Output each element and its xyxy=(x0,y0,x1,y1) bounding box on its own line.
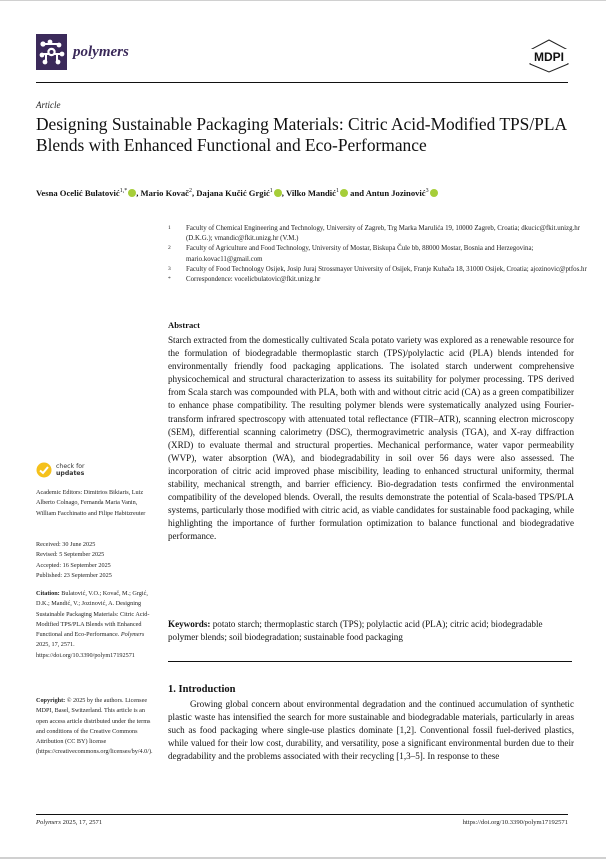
abstract-text: Starch extracted from the domestically cultivated Scala potato variety was explored as a renewable resource for the formulation of biodegradable thermoplastic starch (TPS)/polylactic acid (PLA) blends intended for environmentally friendly food packaging applications. The isolated starch underwent comprehensive physicochemical and structural characterization to assess its suitability for polymer processing. TPS derived from Scala starch was compounded with PLA, both with and without citric acid (CA) as a green compatibilizer to enhance phase compatibility. The resulting polymer blends were systematically analyzed using Fourier-transform infrared spectroscopy with attenuated total reflectance (FTIR–ATR), scanning electron microscopy (SEM), differential scanning calorimetry (DSC), thermogravimetric analysis (TGA), and X-ray diffraction (XRD) to evaluate thermal and structural properties. Mechanical performance, water vapor permeability (WVP), water absorption (WA), and biodegradability in soil over 56 days were also assessed. The incorporation of citric acid improved phase miscibility, leading to enhanced structural uniformity, thermal stability, mechanical strength, and barrier efficiency. Bio-degradation tests confirmed the environmental compatibility of the developed blends. Overall, the results demonstrate the potential of Scala-based TPS/PLA systems, particularly those modified with citric acid, as viable candidates for sustainable food packaging, while highlighting the importance of further formulation optimization to balance functional and biodegradative performance. xyxy=(168,335,574,542)
author-list: Vesna Ocelić Bulatović$^{1,*}$ , Mario Kovač$^2$, Dajana Kučić Grgić$^1$ , Vilko Mandić$^1$ and Antun Jozinović$^3$ xyxy=(36,188,596,198)
affiliation-item: 3 Faculty of Food Technology Osijek, Josip Juraj Strossmayer University of Osijek, Franje Kuhača 18, 31000 Osijek, Croatia; ajozinovic@ptfos.hr xyxy=(168,265,587,273)
keywords-rule xyxy=(168,661,572,662)
author-name[interactable]: Vilko Mandić xyxy=(285,188,336,198)
author-name[interactable]: Dajana Kučić Grgić xyxy=(196,188,270,198)
orcid-icon[interactable] xyxy=(430,189,438,197)
journal-logo xyxy=(36,34,129,70)
date-accepted: Accepted: 16 September 2025 xyxy=(36,561,111,569)
orcid-icon[interactable] xyxy=(274,189,282,197)
footer-rule xyxy=(36,814,568,815)
page-top-edge xyxy=(0,0,606,1)
polymers-molecule-logo-icon xyxy=(36,34,67,70)
correspondence: * Correspondence: vocelicbulatovic@fkit.unizg.hr xyxy=(168,276,321,284)
author-name[interactable]: Mario Kovač xyxy=(140,188,189,198)
introduction-text: Growing global concern about environmental degradation and the continued accumulation of synthetic plastic waste has intensified the search for more sustainable and biodegradable materials, particularly in areas such as food packaging where single-use plastics dominate [1,2]. Conventional fossil fuel-derived plastics, while valued for their low cost, durability, and versatility, pose a significant environmental burden due to their degradability and the problems associated with their recycling [1,3–5]. In response to these xyxy=(168,699,574,762)
journal-name: polymers xyxy=(73,43,129,60)
affiliation-item: 2 Faculty of Agriculture and Food Technology, University of Mostar, Biskupa Čule bb, 88000 Mostar, Bosnia and Herzegovina; mario.kovac11@gmail.com xyxy=(168,245,534,263)
publication-dates xyxy=(36,540,156,581)
check-updates-icon xyxy=(36,462,52,478)
keywords-text: potato starch; thermoplastic starch (TPS); polylactic acid (PLA); citric acid; biodegradable polymer blends; soil biodegradation; sustainable food packaging xyxy=(168,619,543,643)
date-received: Received: 30 June 2025 xyxy=(36,541,96,548)
affiliations xyxy=(168,224,588,285)
citation-doi-link[interactable]: 2025, 17, 2571. https://doi.org/10.3390/polym17192571 xyxy=(36,641,135,659)
copyright: Copyright: © 2025 by the authors. Licensee MDPI, Basel, Switzerland. This article is an open access article distributed under the terms and conditions of the Creative Commons Attribution (CC BY) license (https://creativecommons.org/licenses/by/4.0/). xyxy=(36,697,153,756)
author-name[interactable]: Antun Jozinović xyxy=(365,188,426,198)
affiliation-item: 1 Faculty of Chemical Engineering and Technology, University of Zagreb, Trg Marka Marulića 19, 10000 Zagreb, Croatia; dkucic@fkit.unizg.hr (D.K.G.); vmandic@fkit.unizg.hr (V.M.) xyxy=(168,225,581,243)
author-name[interactable]: Vesna Ocelić Bulatović xyxy=(36,188,120,198)
footer-journal-ref: Polymers 2025, 17, 2571 xyxy=(36,819,103,826)
citation: Citation: Bulatović, V.O.; Kovač, M.; Grgić, D.K.; Mandić, V.; Jozinović, A. Designing Sustainable Packaging Materials: Citric Acid-Modified TPS/PLA Blends with Enhanced Functional and Eco-Performance. Polymers 2025, 17, 2571. https://doi.org/10.3390/polym17192571 xyxy=(36,590,150,659)
mdpi-logo-icon xyxy=(524,38,574,74)
license-text[interactable]: © 2025 by the authors. Licensee MDPI, Basel, Switzerland. This article is an open access article distributed under the terms and conditions of the Creative Commons Attribution (CC BY) license (https://creativecommons.org/licenses/by/4.0/). xyxy=(36,697,153,756)
check-for-updates-button[interactable]: check for updates xyxy=(36,462,85,478)
footer-doi-link[interactable]: https://doi.org/10.3390/polym17192571 xyxy=(462,819,568,826)
academic-editors: Academic Editors: Dimitrios Bikiaris, Luiz Alberto Colnago, Fernanda Maria Vanin, William Facchinatto and Filipe Habitzreuter xyxy=(36,489,146,517)
date-published: Published: 23 September 2025 xyxy=(36,571,112,579)
abstract-heading: Abstract xyxy=(168,320,200,330)
header-rule xyxy=(36,82,568,83)
svg-text:MDPI: MDPI xyxy=(534,50,564,64)
keywords-label: Keywords: xyxy=(168,619,211,629)
article-type: Article xyxy=(36,100,61,110)
date-revised: Revised: 5 September 2025 xyxy=(36,551,105,559)
article-title: Designing Sustainable Packaging Materials: Citric Acid-Modified TPS/PLA Blends with Enhanced Functional and Eco-Performance xyxy=(36,114,567,155)
orcid-icon[interactable] xyxy=(340,189,348,197)
section-heading-introduction: 1. Introduction xyxy=(168,684,236,695)
keywords xyxy=(168,618,574,644)
